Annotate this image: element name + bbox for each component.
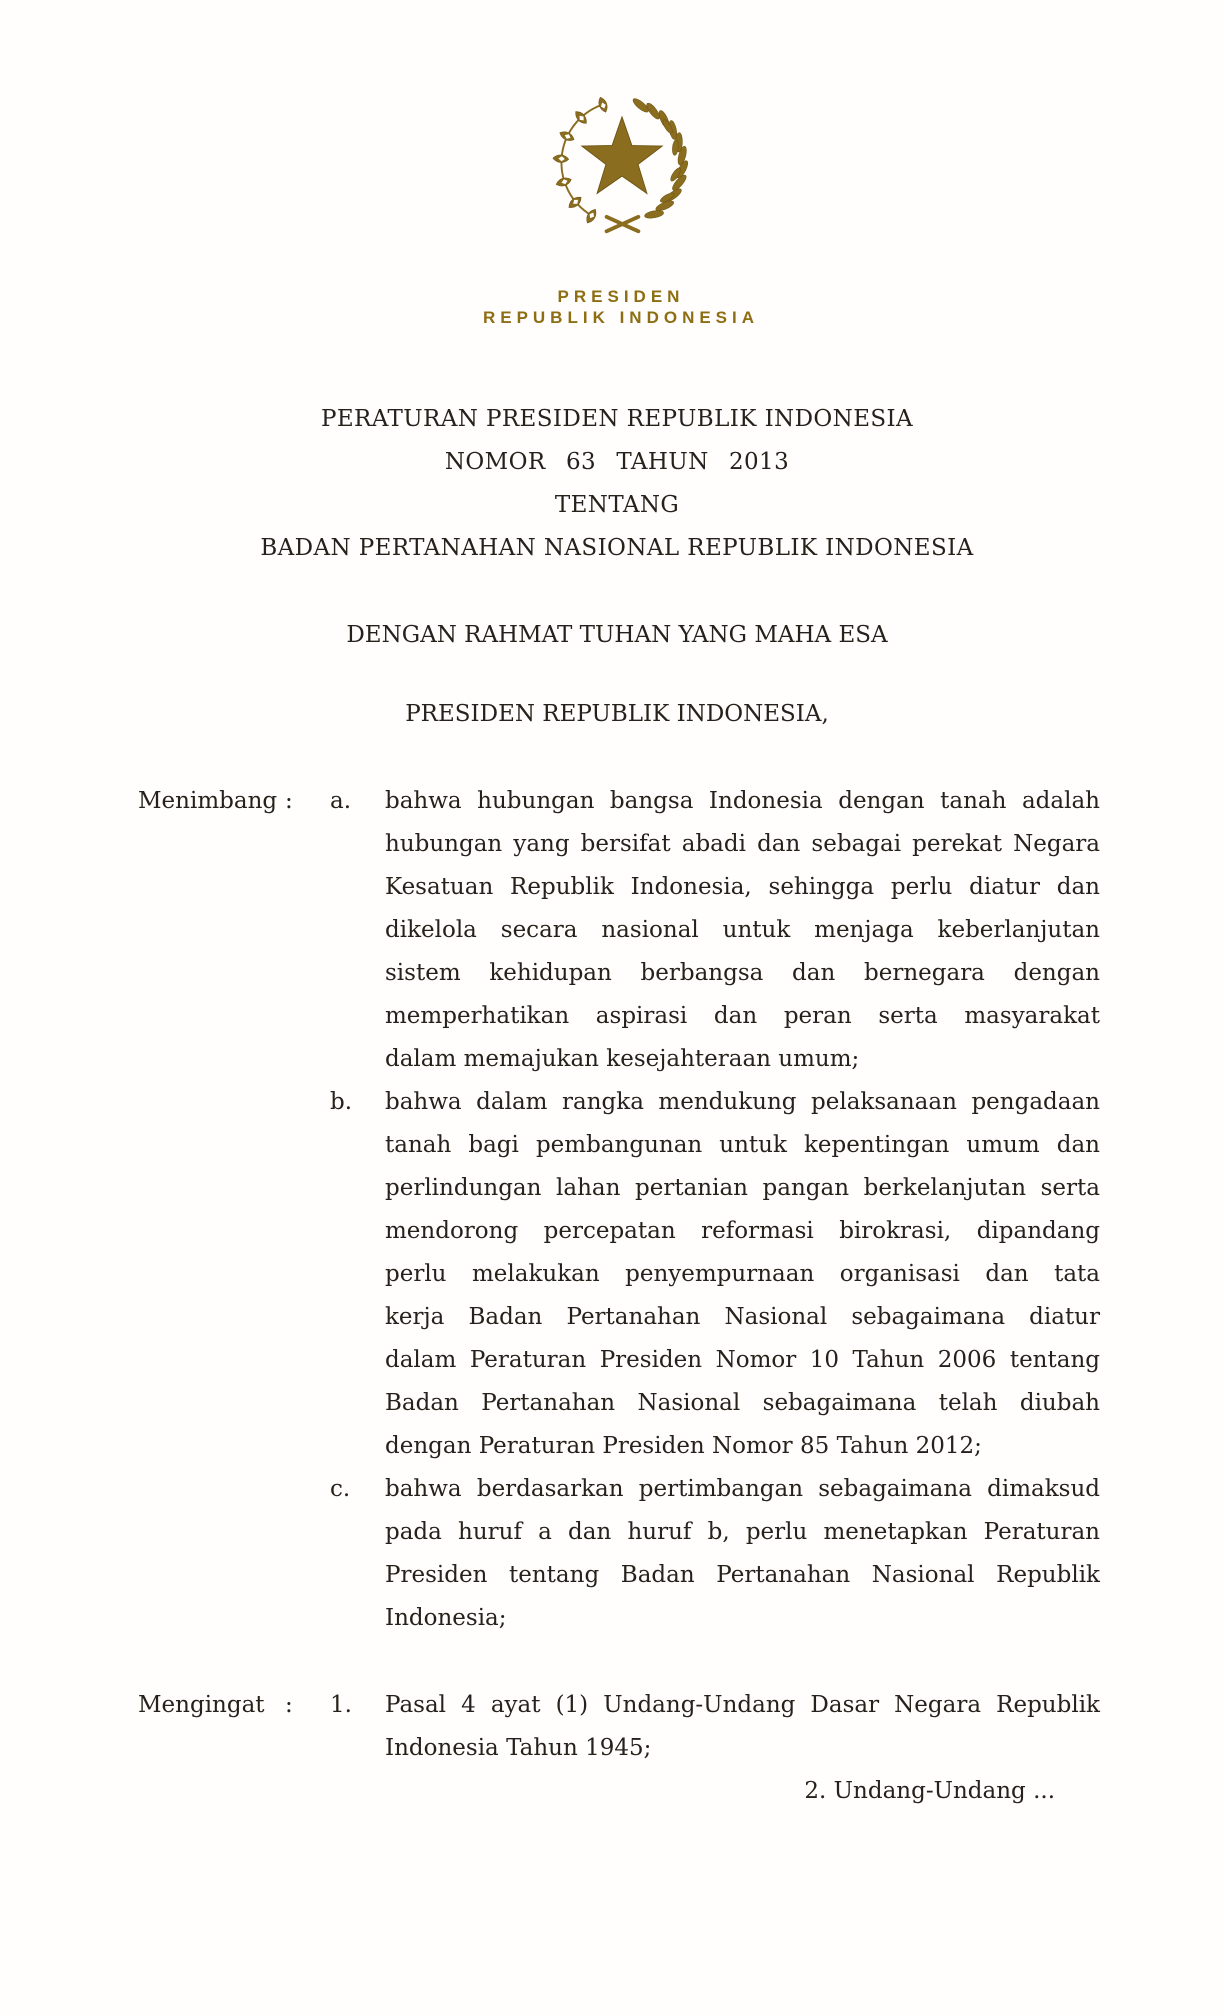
gold-star (582, 117, 662, 194)
mengingat-items (330, 1684, 1100, 1770)
mengingat-colon: : (285, 1692, 293, 1718)
menimbang-colon: : (285, 788, 293, 814)
title-peraturan: PERATURAN PRESIDEN REPUBLIK INDONESIA (320, 406, 914, 432)
consideration-item-a (330, 780, 1100, 1081)
preamble (0, 780, 1224, 1813)
presidential-emblem-svg (545, 88, 699, 238)
menimbang-items (330, 780, 1100, 1640)
item-c-marker: c. (330, 1476, 351, 1502)
title-tentang: TENTANG (554, 492, 680, 518)
menimbang-label: Menimbang (138, 788, 278, 814)
catchword-line: 2. Undang-Undang ... (804, 1778, 1055, 1804)
presidential-star-wreath-emblem (545, 88, 699, 238)
invocation-line: DENGAN RAHMAT TUHAN YANG MAHA ESA (346, 622, 888, 648)
title-nomor-tahun: NOMOR 63 TAHUN 2013 (444, 449, 790, 475)
consideration-item-c (330, 1468, 1100, 1640)
regulation-title-block (5, 398, 1224, 570)
legal-basis-item-1 (330, 1684, 1100, 1770)
item-b-text: bahwa dalam rangka mendukung pelaksanaan pengadaan tanah bagi pembangunan untuk kepentingan umum dan perlindungan lahan pertanian pangan berkelanjutan serta mendorong percepatan reformasi birokrasi, dipandang perlu melakukan penyempurnaan organisasi dan tata kerja Badan Pertanahan Nasional sebagaimana diatur dalam Peraturan Presiden Nomor 10 Tahun 2006 tentang Badan Pertanahan Nasional sebagaimana telah diubah dengan Peraturan Presiden Nomor 85 Tahun 2012; (385, 1089, 1100, 1459)
item-a-marker: a. (330, 788, 352, 814)
letterhead-presiden: PRESIDEN (557, 287, 685, 306)
item-1-marker: 1. (330, 1692, 352, 1718)
letterhead (9, 286, 1224, 328)
menimbang-section (138, 780, 1100, 1640)
item-a-text: bahwa hubungan bangsa Indonesia dengan tanah adalah hubungan yang bersifat abadi dan sebagai perekat Negara Kesatuan Republik Indonesia, sehingga perlu diatur dan dikelola secara nasional untuk menjaga keberlanjutan sistem kehidupan berbangsa dan bernegara dengan memperhatikan aspirasi dan peran serta masyarakat dalam memajukan kesejahteraan umum; (385, 788, 1100, 1072)
mengingat-section (138, 1684, 1100, 1770)
item-b-marker: b. (330, 1089, 353, 1115)
item-1-text: Pasal 4 ayat (1) Undang-Undang Dasar Negara Republik Indonesia Tahun 1945; (385, 1692, 1100, 1761)
consideration-item-b (330, 1081, 1100, 1468)
title-subject: BADAN PERTANAHAN NASIONAL REPUBLIK INDONESIA (260, 535, 974, 561)
item-c-text: bahwa berdasarkan pertimbangan sebagaimana dimaksud pada huruf a dan huruf b, perlu menetapkan Peraturan Presiden tentang Badan Pertanahan Nasional Republik Indonesia; (385, 1476, 1100, 1631)
letterhead-republik-indonesia: REPUBLIK INDONESIA (482, 308, 760, 327)
salutation-line: PRESIDEN REPUBLIK INDONESIA, (405, 701, 829, 727)
mengingat-label: Mengingat (138, 1692, 265, 1718)
